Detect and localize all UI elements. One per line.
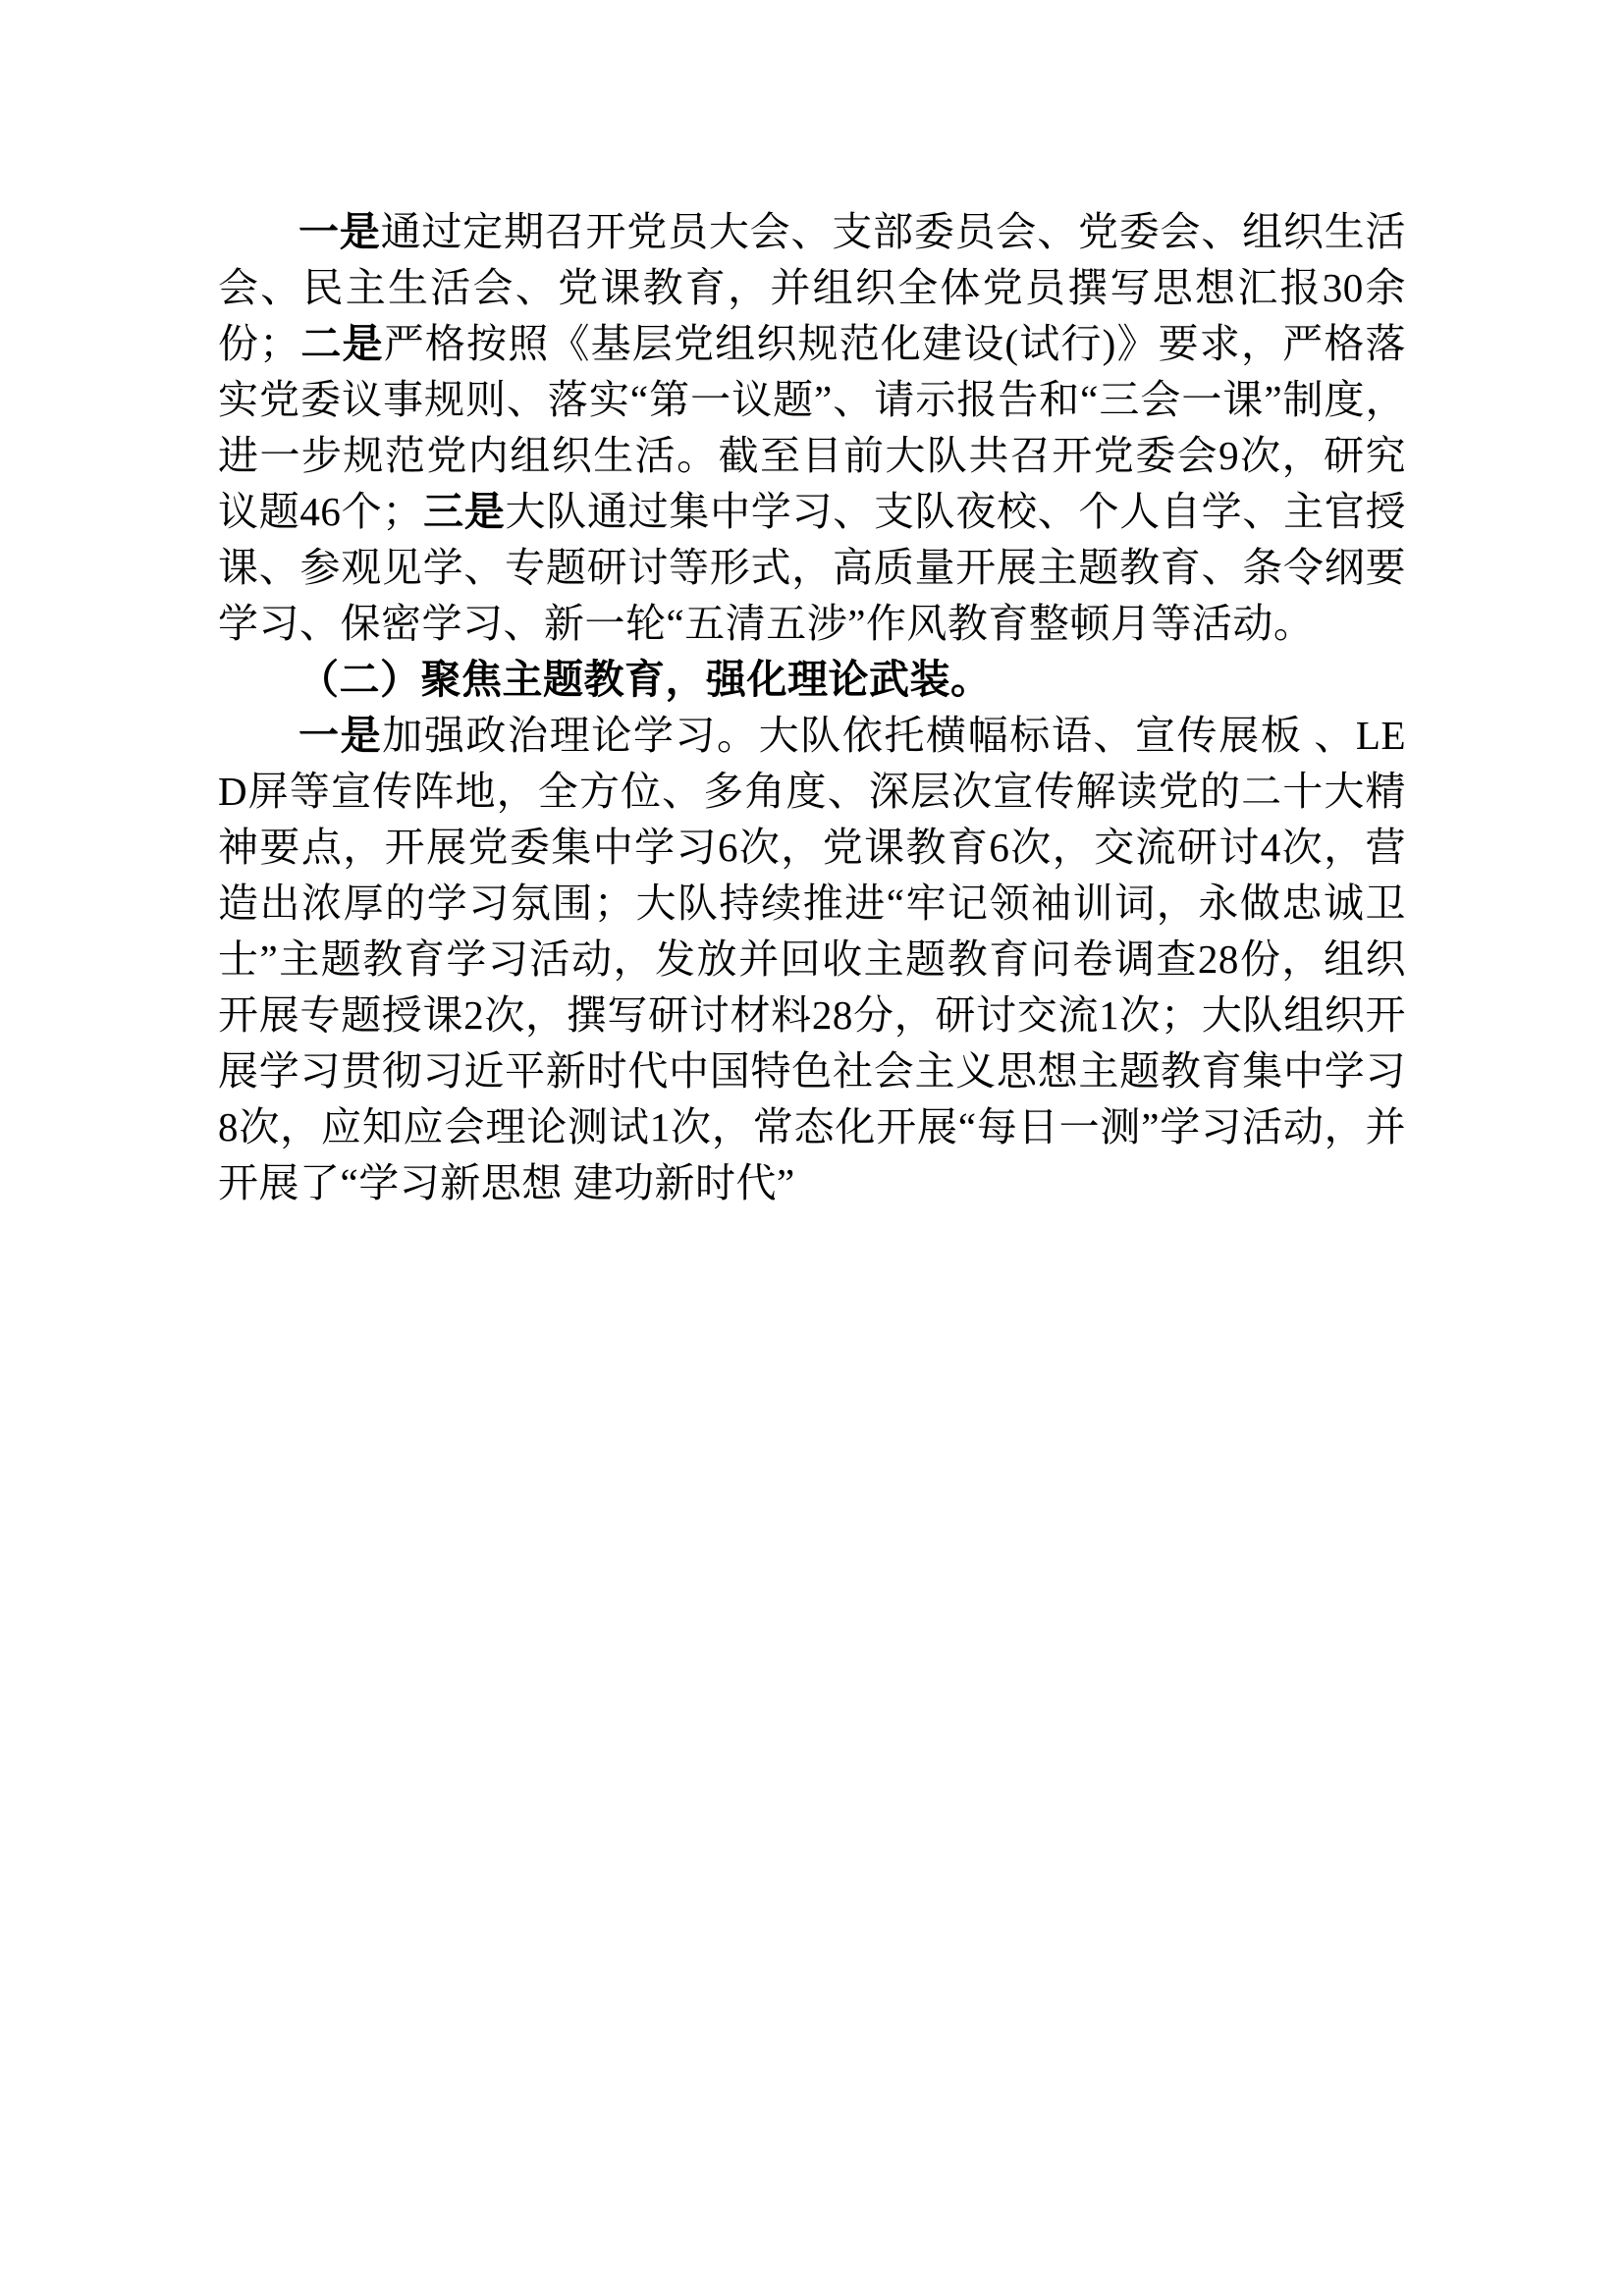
section-heading: [218, 652, 1406, 708]
paragraph: [218, 204, 1406, 652]
bold-text-segment: 二是: [299, 321, 384, 366]
bold-text-segment: 一是: [298, 713, 383, 758]
text-segment: 通过定期召开党员大会、支部委员会、党委会、组织生活会、民主生活会、党课教育，并组织全体党员撰写思想汇报30余份；: [218, 209, 1406, 366]
text-segment: 加强政治理论学习。大队依托横幅标语、宣传展板 、LED屏等宣传阵地，全方位、多角度、深层次宣传解读党的二十大精神要点，开展党委集中学习6次，党课教育6次，交流研讨4次，营造出浓厚的学习氛围；大队持续推进“牢记领袖训词，永做忠诚卫士”主题教育学习活动，发放并回收主题教育问卷调查28份，组织开展专题授课2次，撰写研讨材料28分，研讨交流1次；大队组织开展学习贯彻习近平新时代中国特色社会主义思想主题教育集中学习8次，应知应会理论测试1次，常态化开展“每日一测”学习活动，并开展了“学习新思想 建功新时代”: [218, 713, 1407, 1205]
text-segment: 大队通过集中学习、支队夜校、个人自学、主官授课、参观见学、专题研讨等形式，高质量开展主题教育、条令纲要学习、保密学习、新一轮“五清五涉”作风教育整顿月等活动。: [218, 489, 1407, 646]
bold-text-segment: 三是: [422, 489, 506, 534]
paragraph: [218, 708, 1406, 1211]
bold-text-segment: （二）聚焦主题教育，强化理论武装。: [298, 657, 992, 702]
document-body: [218, 204, 1406, 1211]
text-segment: 严格按照《基层党组织规范化建设(试行)》要求，严格落实党委议事规则、落实“第一议题”、请示报告和“三会一课”制度，进一步规范党内组织生活。截至目前大队共召开党委会9次，研究议题46个；: [218, 321, 1407, 534]
bold-text-segment: 一是: [298, 209, 381, 254]
